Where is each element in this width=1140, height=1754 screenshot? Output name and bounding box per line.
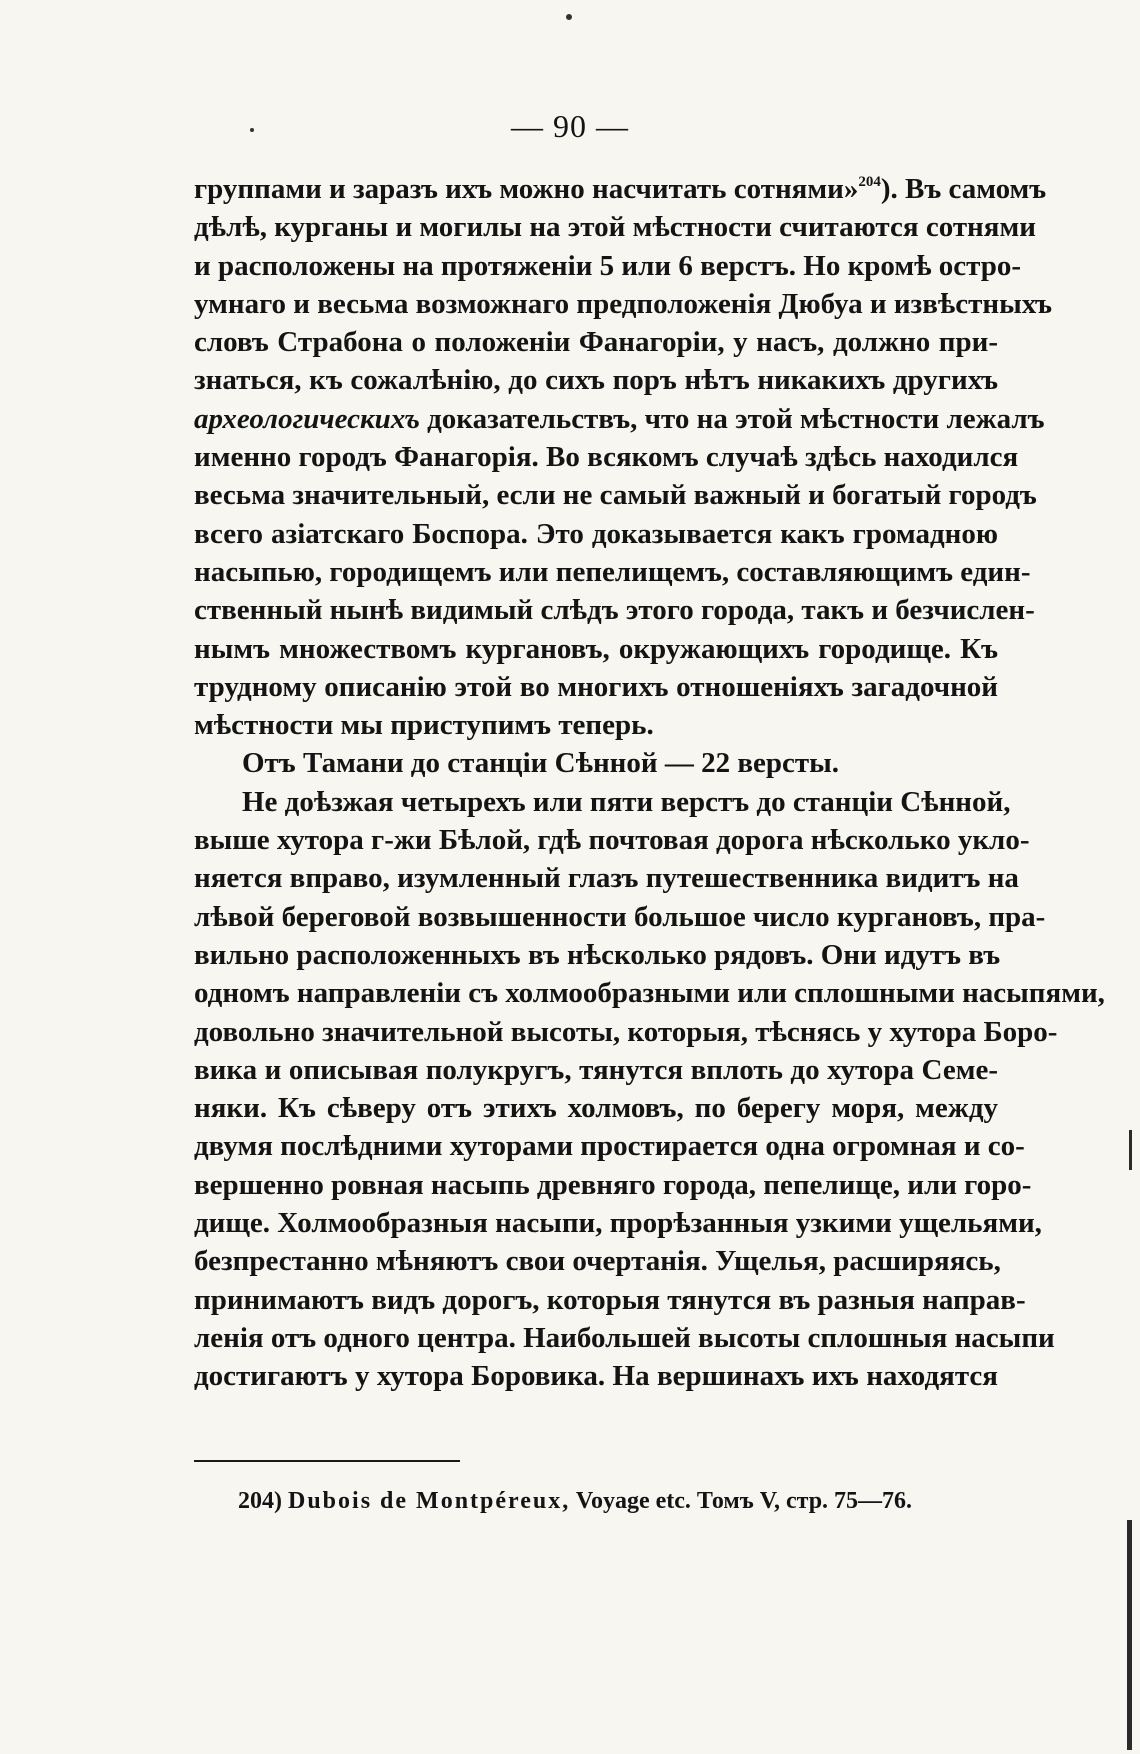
text-line: довольно значительной высоты, которыя, тѣснясь у хутора Боро- — [194, 1015, 1058, 1048]
text-line: двумя послѣдними хуторами простирается одна огромная и со- — [194, 1130, 1025, 1163]
text-line: знаться, къ сожалѣнію, до сихъ поръ нѣтъ никакихъ другихъ — [194, 364, 998, 397]
text-line: принимаютъ видъ дорогъ, которыя тянутся въ разныя направ- — [194, 1283, 1026, 1316]
text-line: выше хутора г-жи Бѣлой, гдѣ почтовая дорога нѣсколько укло- — [194, 824, 1030, 857]
scan-speck — [566, 14, 572, 20]
text-line: Не доѣзжая четырехъ или пяти верстъ до станціи Сѣнной, — [242, 785, 1011, 818]
text-line: достигаютъ у хутора Боровика. На вершинахъ ихъ находятся — [194, 1360, 998, 1393]
footnote — [238, 1485, 978, 1517]
text-line: именно городъ Фанагорія. Во всякомъ случаѣ здѣсь находился — [194, 441, 1019, 474]
page-number: — 90 — — [511, 108, 629, 144]
footnote-author: Dubois de Montpéreux, — [288, 1488, 571, 1514]
text-line: вершенно ровная насыпь древняго города, пепелище, или горо- — [194, 1168, 1032, 1201]
text-line: ленія отъ одного центра. Наибольшей высоты сплошныя насыпи — [194, 1321, 1055, 1354]
text-line: весьма значительный, если не самый важный и богатый городъ — [194, 479, 1037, 512]
text-line: Отъ Тамани до станціи Сѣнной — 22 версты. — [242, 747, 840, 780]
text-line: ственный нынѣ видимый слѣдъ этого города, такъ и безчислен- — [194, 594, 1035, 627]
text-line: вика и описывая полукругъ, тянутся вплоть до хутора Семе- — [194, 1053, 998, 1086]
text-line: одномъ направленіи съ холмообразными или сплошными насыпями, — [194, 977, 1105, 1010]
text-line: и расположены на протяженіи 5 или 6 верстъ. Но кромѣ остро- — [194, 249, 1022, 282]
text-line: трудному описанію этой во многихъ отношеніяхъ загадочной — [194, 670, 998, 703]
text-line: группами и заразъ ихъ можно насчитать сотнями»$^{204}$). Въ самомъ — [194, 173, 1047, 205]
text-line: дище. Холмообразныя насыпи, прорѣзанныя узкими ущельями, — [194, 1207, 1042, 1240]
text-line: дѣлѣ, курганы и могилы на этой мѣстности считаются сотнями — [194, 211, 1036, 244]
text-line: нымъ множествомъ кургановъ, окружающихъ городище. Къ — [194, 632, 998, 665]
text-line: няется вправо, изумленный глазъ путешественника видитъ на — [194, 862, 1019, 895]
footnote-citation: Voyage etc. Томъ V, стр. 75—76. — [575, 1488, 913, 1514]
scan-speck — [250, 128, 254, 132]
scan-edge-mark — [1127, 1520, 1132, 1750]
italic-word: археологическихъ — [194, 402, 420, 435]
text-line: словъ Страбона о положеніи Фанагоріи, у насъ, должно при- — [194, 326, 998, 359]
text-line: мѣстности мы приступимъ теперь. — [194, 709, 654, 742]
text-line: вильно расположенныхъ въ нѣсколько рядовъ. Они идутъ въ — [194, 938, 1001, 971]
footnote-divider — [194, 1460, 460, 1462]
text-line: лѣвой береговой возвышенности большое число кургановъ, пра- — [194, 900, 1046, 933]
text-line: всего азіатскаго Боспора. Это доказывается какъ громадною — [194, 517, 998, 550]
text-line: умнаго и весьма возможнаго предположенія Дюбуа и извѣстныхъ — [194, 287, 1053, 320]
footnote-reference: 204 — [858, 174, 881, 190]
text-line: археологическихъ доказательствъ, что на этой мѣстности лежалъ — [194, 402, 1045, 435]
body-text — [194, 170, 1105, 1396]
text-line: насыпью, городищемъ или пепелищемъ, составляющимъ един- — [194, 555, 1031, 588]
scan-edge-mark — [1129, 1130, 1132, 1170]
footnote-number: 204) — [238, 1488, 282, 1514]
text-line: няки. Къ сѣверу отъ этихъ холмовъ, по берегу моря, между — [194, 1092, 998, 1125]
text-line: безпрестанно мѣняютъ свои очертанія. Ущелья, расширяясь, — [194, 1245, 1001, 1278]
